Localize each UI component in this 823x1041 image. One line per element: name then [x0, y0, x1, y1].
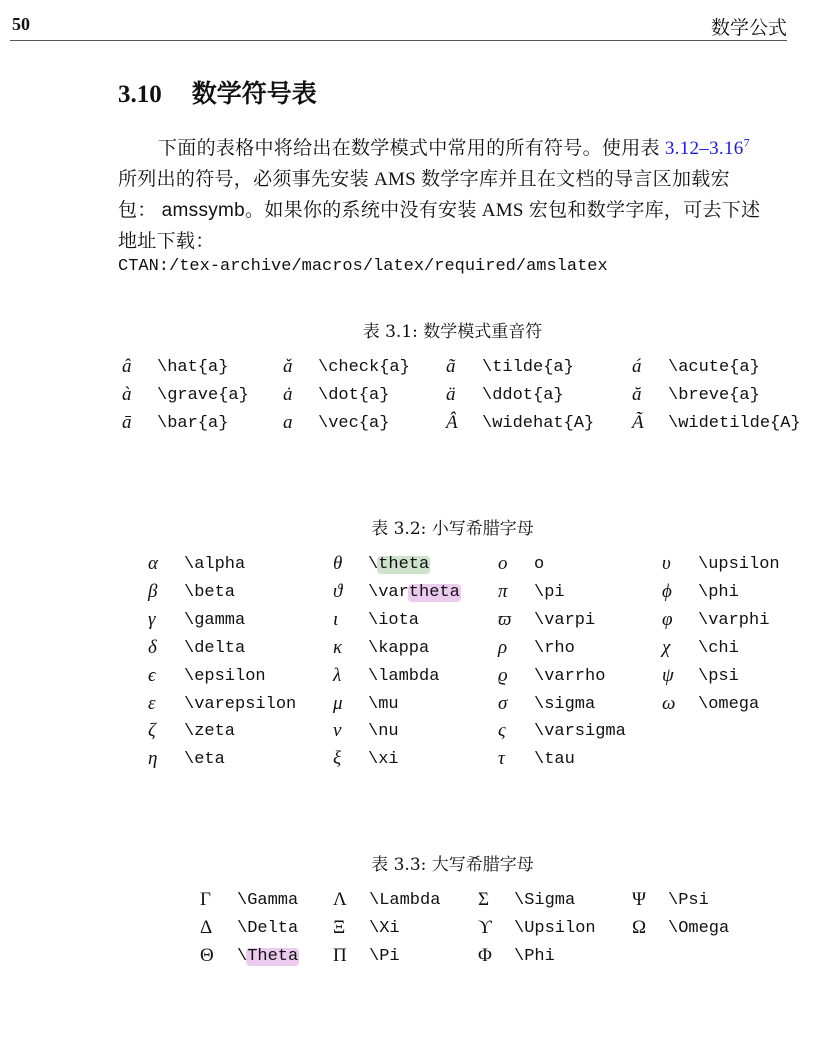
- math-symbol: χ: [662, 636, 671, 658]
- section-number: 3.10: [118, 81, 162, 108]
- table-caption-3-3: 表 3.3: 大写希腊字母: [371, 855, 534, 875]
- section-heading: [118, 74, 317, 110]
- math-symbol: ι: [333, 608, 339, 630]
- text: 。如果你的系统中没有安装 AMS 宏包和数学字库，可去下述: [245, 200, 761, 221]
- latex-command: \rho: [534, 638, 575, 658]
- latex-command: \Delta: [237, 919, 299, 938]
- latex-command: \Theta: [237, 947, 299, 966]
- latex-command: \acute{a}: [668, 358, 760, 377]
- latex-command: \Phi: [514, 947, 555, 966]
- math-symbol: ϱ: [498, 664, 508, 686]
- latex-command: \grave{a}: [157, 386, 249, 405]
- math-symbol: θ: [333, 553, 343, 574]
- math-symbol: π: [498, 580, 508, 602]
- paragraph-line-2: 所列出的符号，必须事先安装 AMS 数学字库并且在文档的导言区加载宏: [118, 169, 730, 190]
- latex-command: \widetilde{A}: [668, 414, 801, 433]
- latex-command: \delta: [184, 638, 246, 658]
- latex-command: \psi: [698, 666, 739, 686]
- math-symbol: á: [632, 356, 642, 377]
- page-number: 50: [12, 14, 30, 34]
- math-symbol: ǎ: [283, 356, 293, 377]
- math-symbol: o: [498, 553, 508, 574]
- math-symbol: λ: [333, 664, 342, 686]
- ctan-path: CTAN:/tex-archive/macros/latex/required/amslatex: [118, 257, 608, 276]
- latex-command: \Lambda: [369, 891, 441, 910]
- running-title: 数学公式: [710, 17, 787, 39]
- math-symbol: ϖ: [498, 608, 512, 630]
- math-symbol: a⃗: [283, 412, 308, 433]
- math-symbol: â: [122, 356, 132, 377]
- latex-command: \varsigma: [534, 722, 626, 742]
- paragraph-line-3: [118, 195, 760, 222]
- math-symbol: ȧ: [283, 384, 293, 405]
- latex-command: \pi: [534, 582, 565, 602]
- math-symbol: Λ: [333, 889, 347, 910]
- latex-command: \Psi: [668, 891, 709, 910]
- latex-command: o: [534, 555, 545, 574]
- latex-command: \widehat{A}: [482, 414, 595, 433]
- latex-command: \varphi: [698, 610, 770, 630]
- latex-command: \Gamma: [237, 891, 299, 910]
- latex-command: \vec{a}: [318, 414, 390, 433]
- latex-command: \varepsilon: [184, 694, 297, 714]
- latex-command: \tilde{a}: [482, 358, 574, 377]
- math-symbol: Θ: [200, 945, 214, 966]
- latex-command: \lambda: [368, 666, 440, 686]
- latex-command: \gamma: [184, 610, 246, 630]
- latex-command: \vartheta: [368, 582, 460, 602]
- math-symbol: Φ: [478, 945, 492, 966]
- paragraph-line-4: 地址下载：: [118, 231, 215, 252]
- math-symbol: ϑ: [333, 580, 343, 602]
- latex-command: \nu: [368, 722, 399, 742]
- latex-command: \check{a}: [318, 358, 410, 377]
- math-symbol: ζ: [148, 720, 156, 742]
- math-symbol: ε: [148, 692, 156, 714]
- math-symbol: ς: [498, 720, 506, 742]
- math-symbol: ā: [122, 412, 132, 433]
- section-title: 数学符号表: [191, 81, 317, 108]
- table-caption-3-1: 表 3.1: 数学模式重音符: [362, 322, 543, 342]
- math-symbol: Ω: [632, 917, 647, 938]
- math-symbol: σ: [498, 692, 508, 714]
- footnote-mark[interactable]: 7: [743, 135, 750, 150]
- math-symbol: γ: [148, 608, 156, 630]
- latex-command: \dot{a}: [318, 386, 390, 405]
- latex-command: \iota: [368, 610, 420, 630]
- math-symbol: φ: [662, 608, 673, 630]
- latex-command: \mu: [368, 694, 399, 714]
- math-symbol: ψ: [662, 664, 674, 686]
- math-symbol: Π: [333, 945, 347, 966]
- math-symbol: ä: [446, 384, 456, 405]
- text: 包：: [118, 200, 162, 221]
- math-symbol: Σ: [478, 889, 490, 910]
- math-symbol: Δ: [200, 917, 213, 938]
- package-name: amssymb: [161, 200, 246, 221]
- latex-command: \ddot{a}: [482, 386, 564, 405]
- math-symbol: Â: [446, 412, 458, 433]
- math-symbol: ă: [632, 384, 642, 405]
- latex-command: \Pi: [369, 947, 400, 966]
- text: 下面的表格中将给出在数学模式中常用的所有符号。使用表: [158, 138, 665, 159]
- latex-command: \Omega: [668, 919, 730, 938]
- math-symbol: ϵ: [148, 664, 156, 686]
- latex-command: \epsilon: [184, 666, 266, 686]
- latex-command: \theta: [368, 555, 430, 574]
- math-symbol: μ: [333, 692, 343, 714]
- latex-command: \upsilon: [698, 555, 780, 574]
- table-caption-3-2: 表 3.2: 小写希腊字母: [371, 519, 534, 539]
- latex-command: \xi: [368, 750, 399, 770]
- latex-command: \eta: [184, 750, 225, 770]
- math-symbol: υ: [662, 553, 671, 574]
- latex-command: \omega: [698, 694, 760, 714]
- math-symbol: δ: [148, 636, 157, 658]
- math-symbol: ξ: [333, 748, 342, 770]
- latex-command: \alpha: [184, 555, 246, 574]
- header-rule: [10, 40, 787, 41]
- math-symbol: τ: [498, 748, 505, 770]
- latex-command: \varrho: [534, 666, 606, 686]
- math-symbol: ã: [446, 356, 456, 377]
- latex-command: \sigma: [534, 694, 596, 714]
- latex-command: \chi: [698, 638, 739, 658]
- latex-command: \Upsilon: [514, 919, 596, 938]
- math-symbol: ω: [662, 692, 676, 714]
- math-symbol: ν: [333, 720, 342, 742]
- math-symbol: à: [122, 384, 132, 405]
- latex-command: \phi: [698, 582, 739, 602]
- paragraph-line-1: [158, 133, 750, 160]
- math-symbol: ϕ: [662, 580, 672, 602]
- math-symbol: η: [148, 748, 158, 770]
- math-symbol: Ã: [632, 412, 644, 433]
- math-symbol: ρ: [498, 636, 508, 658]
- math-symbol: κ: [333, 636, 343, 658]
- table-ref-link[interactable]: 3.12–3.16: [664, 138, 744, 159]
- latex-command: \kappa: [368, 638, 430, 658]
- math-symbol: α: [148, 553, 158, 574]
- latex-command: \Xi: [369, 919, 400, 938]
- math-symbol: ϒ: [478, 917, 492, 938]
- latex-command: \varpi: [534, 610, 596, 630]
- latex-command: \hat{a}: [157, 358, 229, 377]
- latex-command: \bar{a}: [157, 414, 229, 433]
- math-symbol: Ξ: [333, 917, 346, 938]
- latex-command: \breve{a}: [668, 386, 760, 405]
- latex-command: \tau: [534, 750, 575, 770]
- math-symbol: Γ: [200, 889, 211, 910]
- latex-command: \zeta: [184, 722, 236, 742]
- math-symbol: Ψ: [632, 889, 647, 910]
- math-symbol: β: [148, 580, 158, 602]
- latex-command: \beta: [184, 582, 236, 602]
- latex-command: \Sigma: [514, 891, 576, 910]
